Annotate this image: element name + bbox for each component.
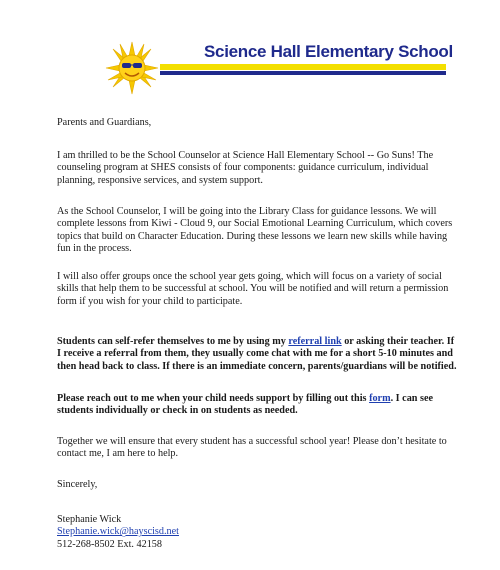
paragraph-groups: I will also offer groups once the school year gets going, which will focus on a variety of social skills that help them to be successful at school. You will be notified and will return a permission form if you wish for your child to participate. (57, 271, 449, 307)
letterhead (0, 0, 500, 90)
signature-block (57, 514, 179, 551)
reach-out-text-1: Please reach out to me when your child needs support by filling out this (57, 393, 370, 404)
closing: Sincerely, (57, 479, 98, 490)
referral-link[interactable]: referral link (288, 336, 342, 347)
paragraph-intro: I am thrilled to be the School Counselor at Science Hall Elementary School -- Go Suns! The counseling program at SHES consists of four components: guidance curriculum, individual planning, responsive services, and system support. (57, 150, 434, 186)
letter-body (57, 117, 457, 550)
paragraph-reach-out (57, 393, 457, 418)
signature-email-link[interactable]: Stephanie.wick@hayscisd.net (57, 526, 179, 538)
sun-mascot-logo (104, 40, 160, 96)
school-name: Science Hall Elementary School (204, 42, 453, 61)
paragraph-together: Together we will ensure that every student has a successful school year! Please don’t hesitate to contact me, I am here to help. (57, 436, 447, 460)
letterhead-blue-bar (160, 71, 446, 75)
signature-name: Stephanie Wick (57, 514, 122, 525)
reach-out-text-2: . I can see students individually or check in on students as needed. (57, 393, 434, 417)
self-referral-text-2: or asking their teacher. If I receive a referral from them, they usually come chat with me for a short 5-10 minutes and then head back to class. If there is an immediate concern, parents/guardians will be notified. (57, 336, 457, 372)
form-link[interactable]: form (369, 393, 391, 404)
paragraph-guidance-lessons: As the School Counselor, I will be going into the Library Class for guidance lessons. We will complete lessons from Kiwi - Cloud 9, our Social Emotional Learning Curriculum, which covers topics that build on Character Education. During these lessons we learn new skills while having fun in the process. (57, 206, 453, 255)
paragraph-self-referral (57, 336, 457, 373)
greeting: Parents and Guardians, (57, 117, 152, 128)
signature-phone: 512-268-8502 Ext. 42158 (57, 538, 162, 550)
self-referral-text-1: Students can self-refer themselves to me by using my (57, 336, 289, 347)
letterhead-yellow-bar (160, 64, 446, 70)
